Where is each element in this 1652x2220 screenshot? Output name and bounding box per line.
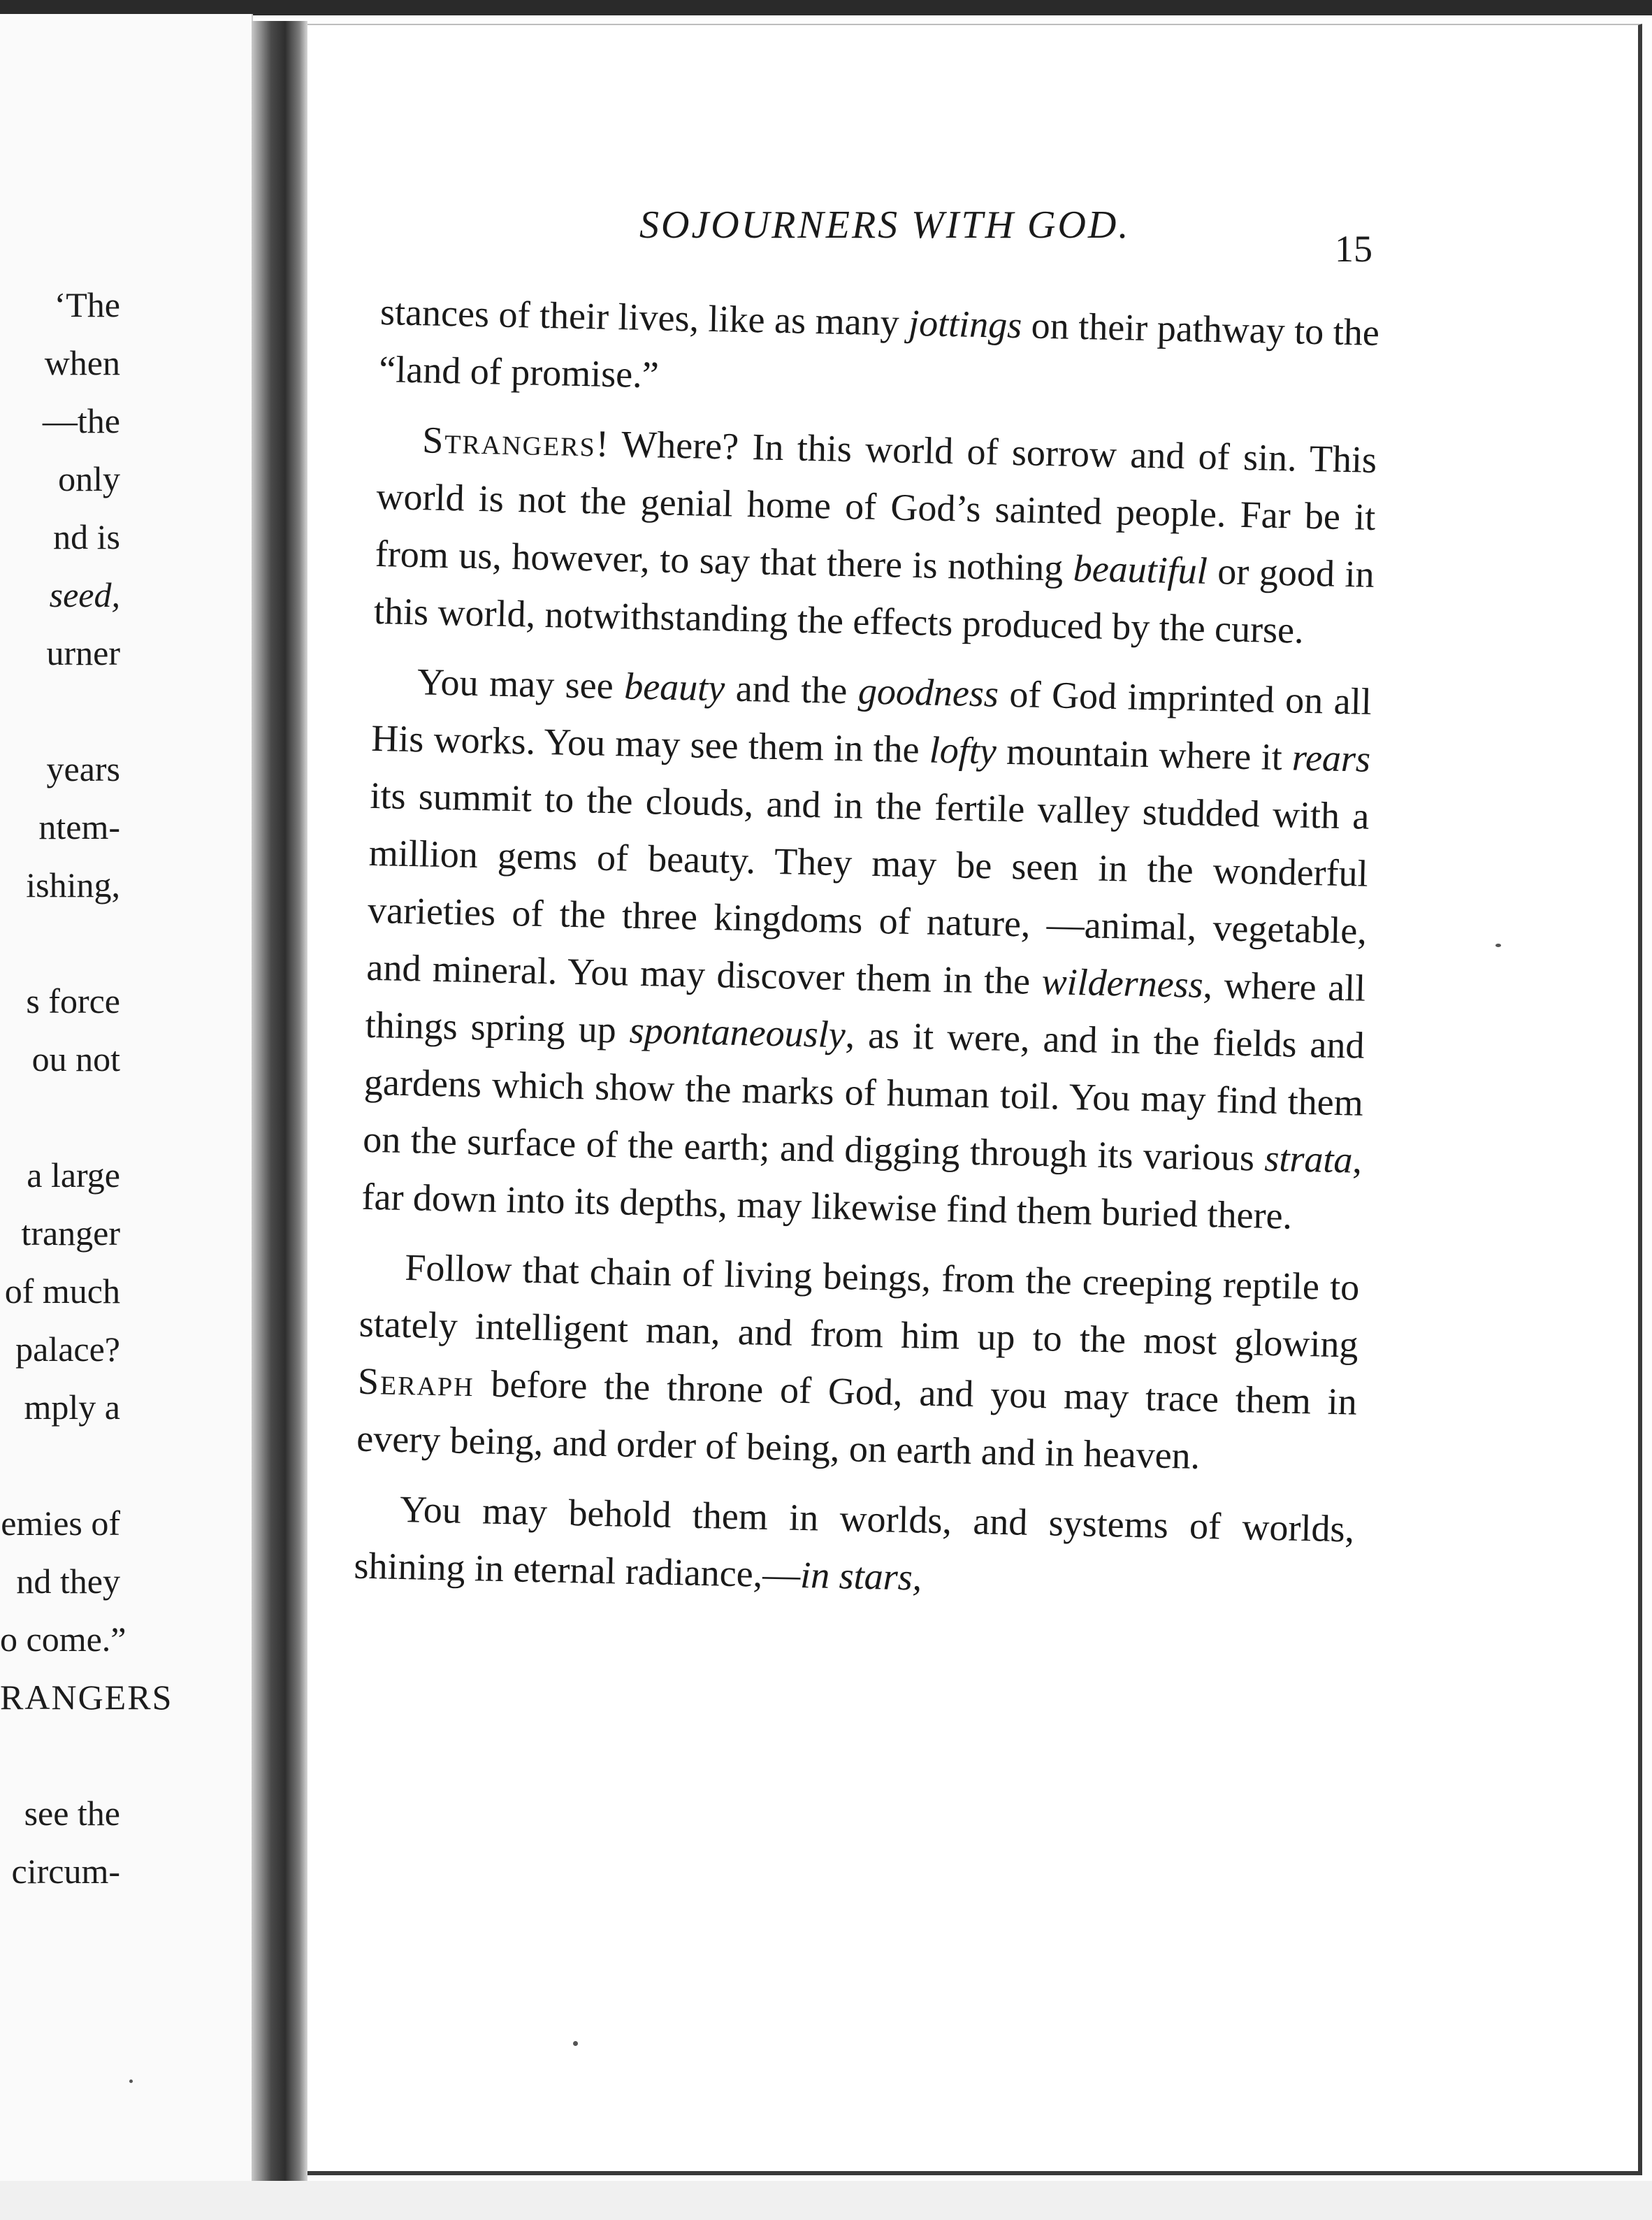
paragraph [373,410,1377,661]
text-run: of God imprinted on all His works. You may see them in the [370,672,1372,771]
left-line: a large [27,1155,120,1195]
italic-text: wilderness [1041,960,1204,1006]
italic-text: lofty [929,728,997,772]
text-run: , as it were, and in the fields and gardens which show the marks of human toil. You may find them on the surface of the earth; and digging through its various [362,1014,1365,1179]
left-line-gap [0,1436,120,1494]
text-run: or good in this world, notwithstanding the effects produced by the curse. [373,549,1375,651]
left-line: ou not [31,1039,120,1079]
scan-speck [1495,944,1501,947]
left-line: nd they [16,1562,120,1601]
left-line: tranger [21,1213,120,1253]
italic-text: spontaneously [629,1009,846,1056]
italic-text: strata [1263,1137,1354,1181]
left-line: RANGERS [0,1678,173,1717]
italic-text: in stars, [799,1553,922,1599]
small-caps-text: Strangers [421,419,597,465]
paragraph [379,283,1380,419]
paragraph [361,652,1372,1246]
scan-bottom-edge [0,2181,1652,2220]
left-line: s force [26,981,120,1021]
left-line: see the [24,1794,120,1833]
left-line-gap [0,1727,120,1785]
left-line: o come.” [0,1620,126,1659]
left-page-text [0,276,173,1901]
text-run: , where all things spring up [365,963,1366,1051]
left-line: urner [46,633,120,672]
text-run: ! Where? In this world of sorrow and of sin. This world is not the genial home of God’s sainted people. Far be it from us, however, to say that there is nothing [375,422,1377,589]
left-line-gap [0,682,120,740]
text-run: its summit to the clouds, and in the fertile valley studded with a million gems of beauty. They may be seen in the wonderful varieties of the three kingdoms of nature, —animal, vegetable, and mineral. You may discover them in the [365,774,1370,1003]
italic-text: beauty [623,665,725,709]
scan-speck [129,2080,133,2083]
text-run: You may see [416,661,625,707]
left-line: when [44,343,120,382]
paragraph [356,1238,1361,1488]
text-run: before the throne of God, and you may trace them in every being, and order of being, on earth and in heaven. [356,1362,1358,1477]
text-run: mountain where it [996,730,1293,779]
running-head: SOJOURNERS WITH GOD. [639,203,1131,247]
italic-text: rears [1291,736,1371,780]
italic-text: goodness [857,670,999,715]
text-run: , far down into its depths, may likewise find them buried there. [361,1139,1363,1237]
left-line: ‘The [54,285,120,324]
left-line: ntem- [38,807,120,846]
page-number: 15 [1335,228,1372,270]
left-line: years [46,749,120,788]
text-run: on their pathway to the “land of promise.” [378,304,1380,396]
left-line: nd is [53,517,120,556]
left-line-gap [0,914,120,972]
left-line: palace? [15,1329,120,1369]
text-run: You may behold them in worlds, and systems of worlds, shining in eternal radiance,— [353,1487,1355,1596]
italic-text: beautiful [1073,547,1208,592]
scan-top-edge [0,0,1652,15]
left-line: ishing, [26,865,120,904]
paragraph [354,1480,1355,1615]
left-line: only [58,459,120,498]
left-line: of much [4,1271,120,1311]
left-line: mply a [24,1388,120,1427]
text-run: Follow that chain of living beings, from the creeping reptile to stately intelligent man, and from him up to the most glowing [358,1246,1360,1366]
book-gutter [252,21,307,2181]
text-run: stances of their lives, like as many [379,290,909,344]
left-line: emies of [1,1504,120,1543]
small-caps-text: Seraph [357,1360,475,1405]
italic-text: jottings [908,301,1022,347]
text-run: and the [724,667,859,712]
scan-speck [573,2041,578,2046]
left-line: circum- [11,1852,120,1891]
body-text [353,283,1379,1628]
left-line-gap [0,1088,120,1146]
left-line: seed, [49,575,120,614]
left-line: —the [42,401,120,440]
